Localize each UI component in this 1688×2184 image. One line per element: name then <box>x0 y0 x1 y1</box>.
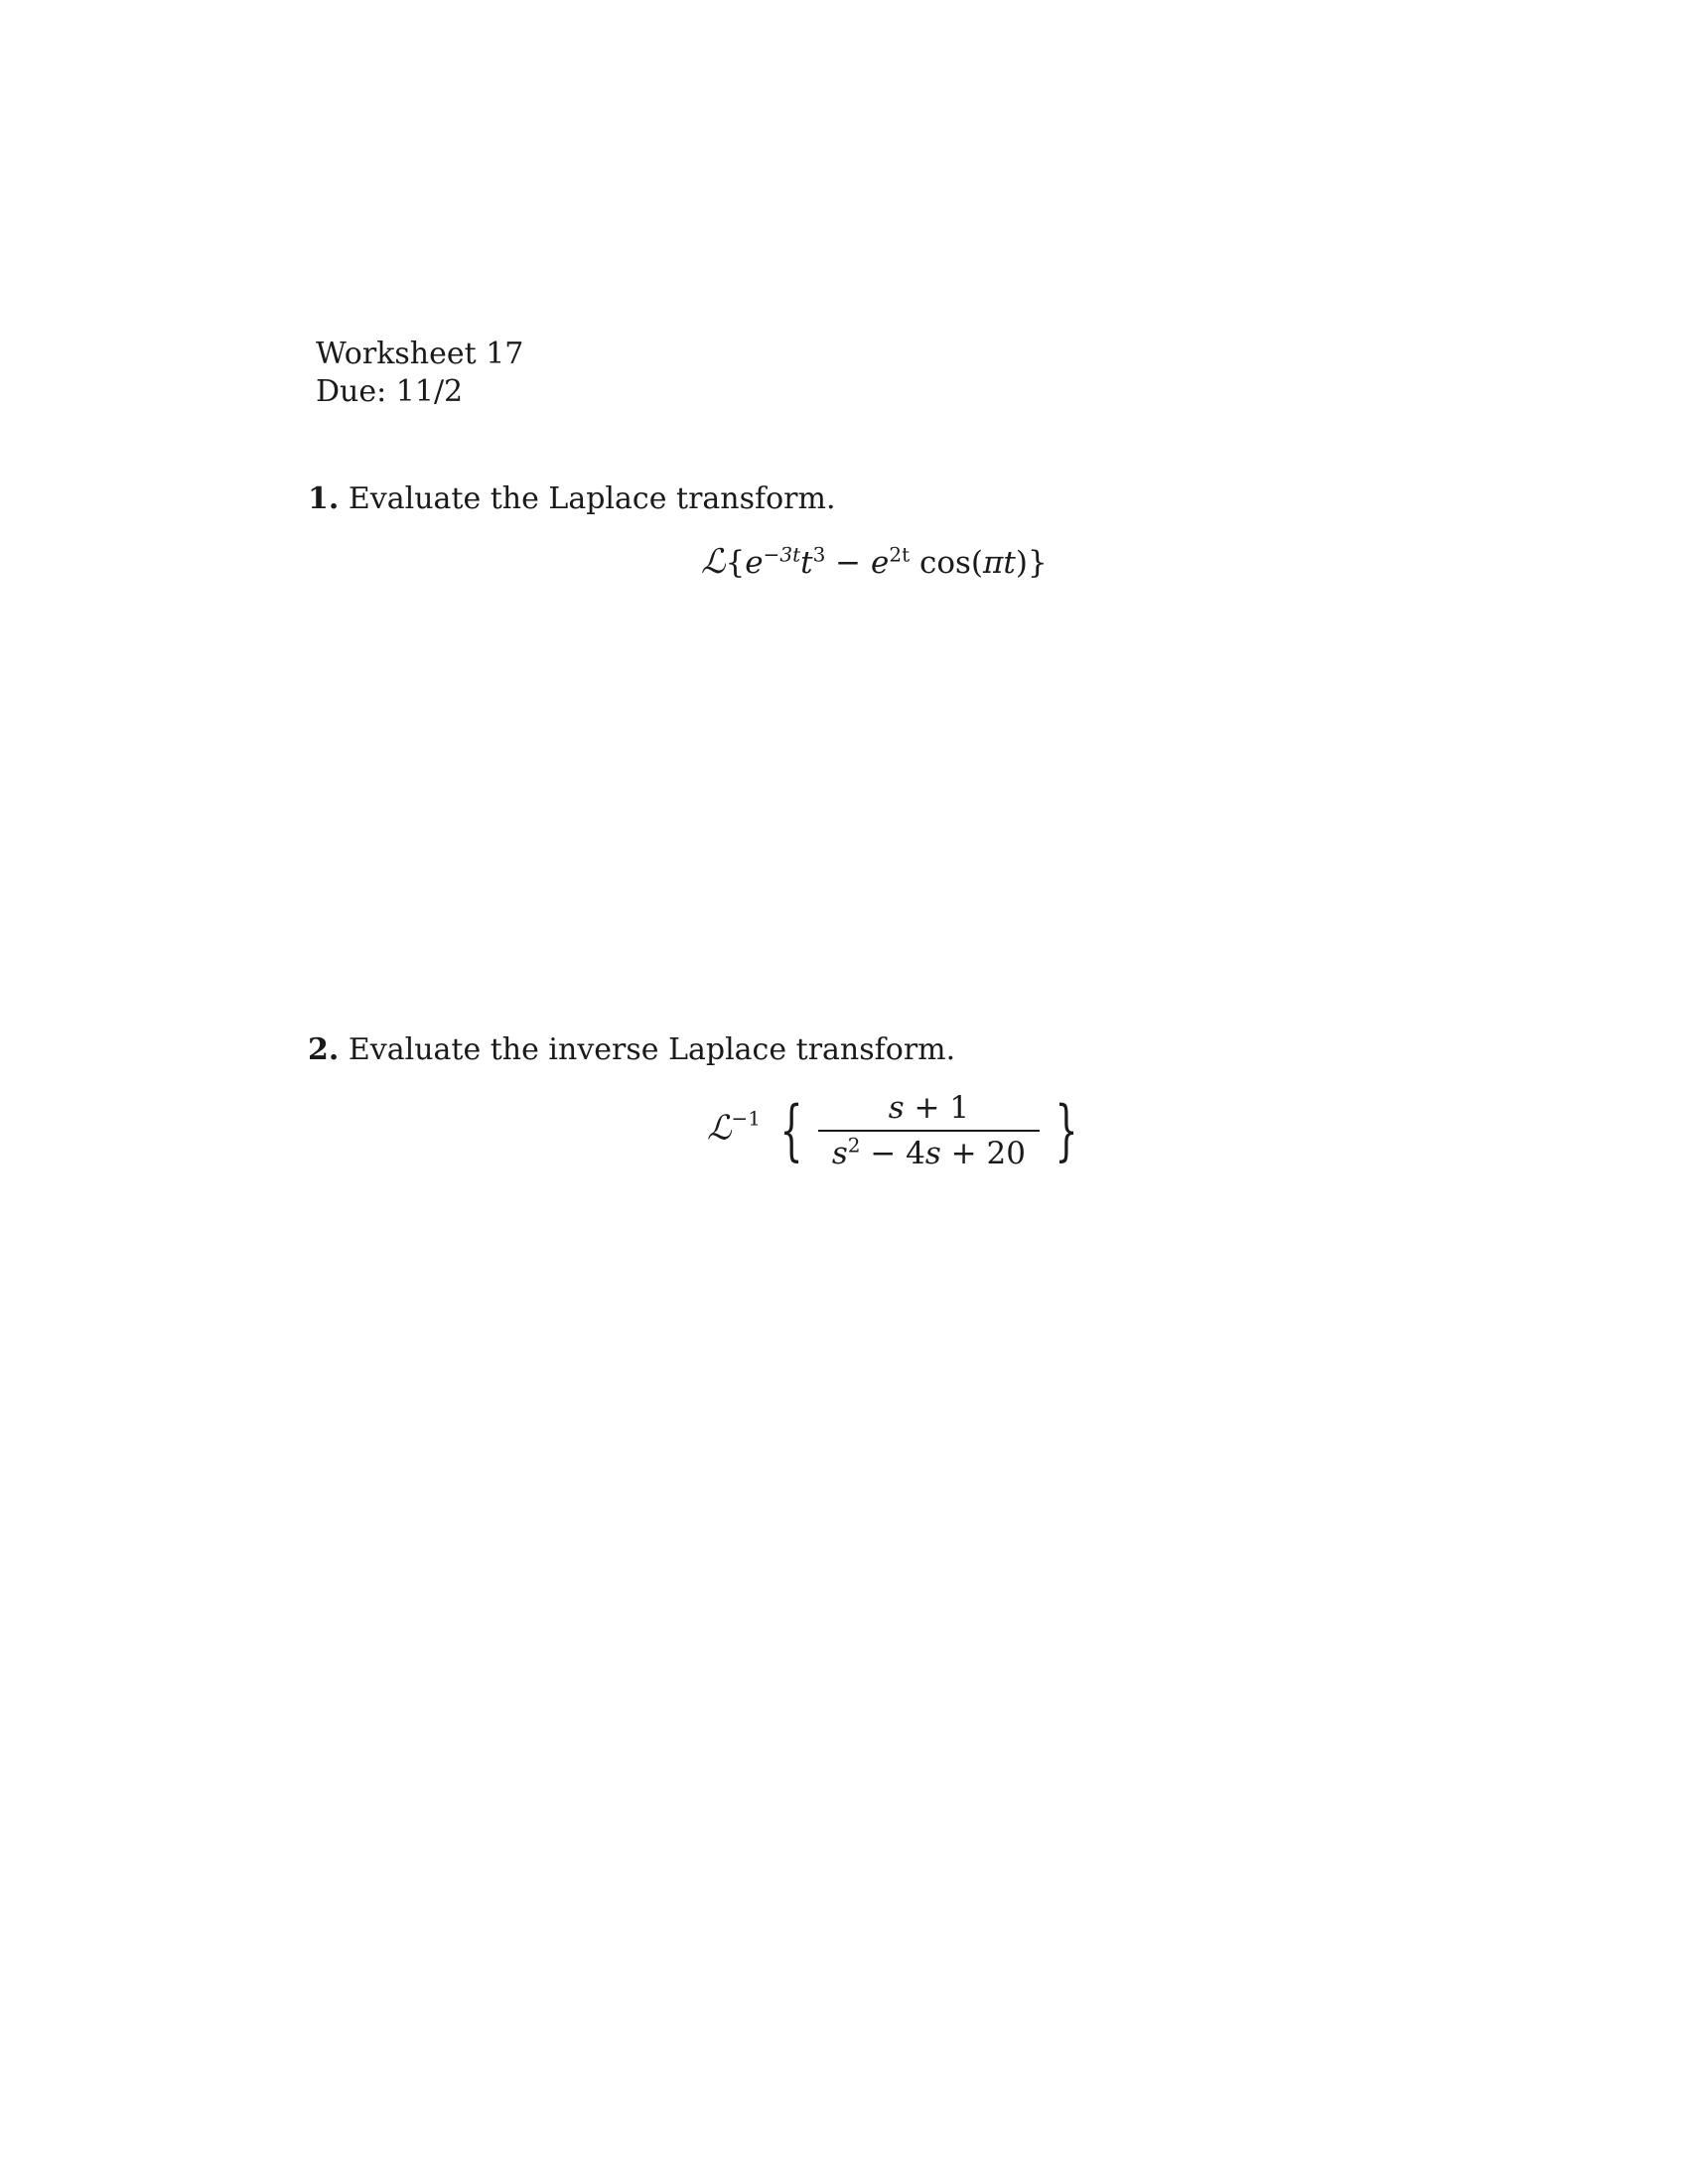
numerator-s: s <box>888 1090 905 1126</box>
laplace-operator: ℒ <box>701 542 726 582</box>
term1-t-exponent: 3 <box>812 542 826 567</box>
open-brace: { <box>779 1092 803 1168</box>
denominator-exponent: 2 <box>847 1133 861 1158</box>
term2-base: e <box>871 545 890 581</box>
term1-exponent: −3t <box>763 542 801 567</box>
denominator-part2: + 20 <box>940 1136 1026 1171</box>
problem-1-prompt <box>308 480 836 518</box>
problem-1-formula <box>701 542 1048 582</box>
numerator-rest: + 1 <box>904 1090 970 1126</box>
open-brace: { <box>725 545 746 581</box>
fraction-numerator <box>818 1090 1040 1132</box>
term2-exponent: 2t <box>889 542 911 567</box>
close-brace: } <box>1055 1092 1078 1168</box>
problem-2-formula <box>707 1090 1087 1171</box>
denominator-s: s <box>831 1136 848 1171</box>
fraction <box>818 1090 1040 1171</box>
worksheet-title: Worksheet 17 <box>316 337 524 371</box>
cos-function: cos( <box>910 545 984 581</box>
due-date: Due: 11/2 <box>316 374 464 409</box>
minus-sign: − <box>825 545 872 581</box>
problem-2-prompt <box>308 1031 955 1069</box>
problem-2-text: Evaluate the inverse Laplace transform. <box>348 1032 956 1067</box>
worksheet-header <box>316 336 523 411</box>
close-paren: ) <box>1015 545 1028 581</box>
term2-t: t <box>1003 545 1016 581</box>
inverse-exponent: −1 <box>731 1106 761 1131</box>
term1-t: t <box>800 545 813 581</box>
pi-symbol: π <box>983 545 1004 581</box>
denominator-part1: − 4 <box>860 1136 925 1171</box>
problem-1-text: Evaluate the Laplace transform. <box>348 481 836 516</box>
term1-base: e <box>745 545 764 581</box>
denominator-s2: s <box>924 1136 941 1171</box>
close-brace: } <box>1027 545 1048 581</box>
problem-1-number: 1. <box>308 481 340 516</box>
problem-2-number: 2. <box>308 1032 340 1067</box>
fraction-denominator <box>818 1132 1040 1171</box>
inverse-laplace-operator: ℒ <box>707 1108 732 1149</box>
